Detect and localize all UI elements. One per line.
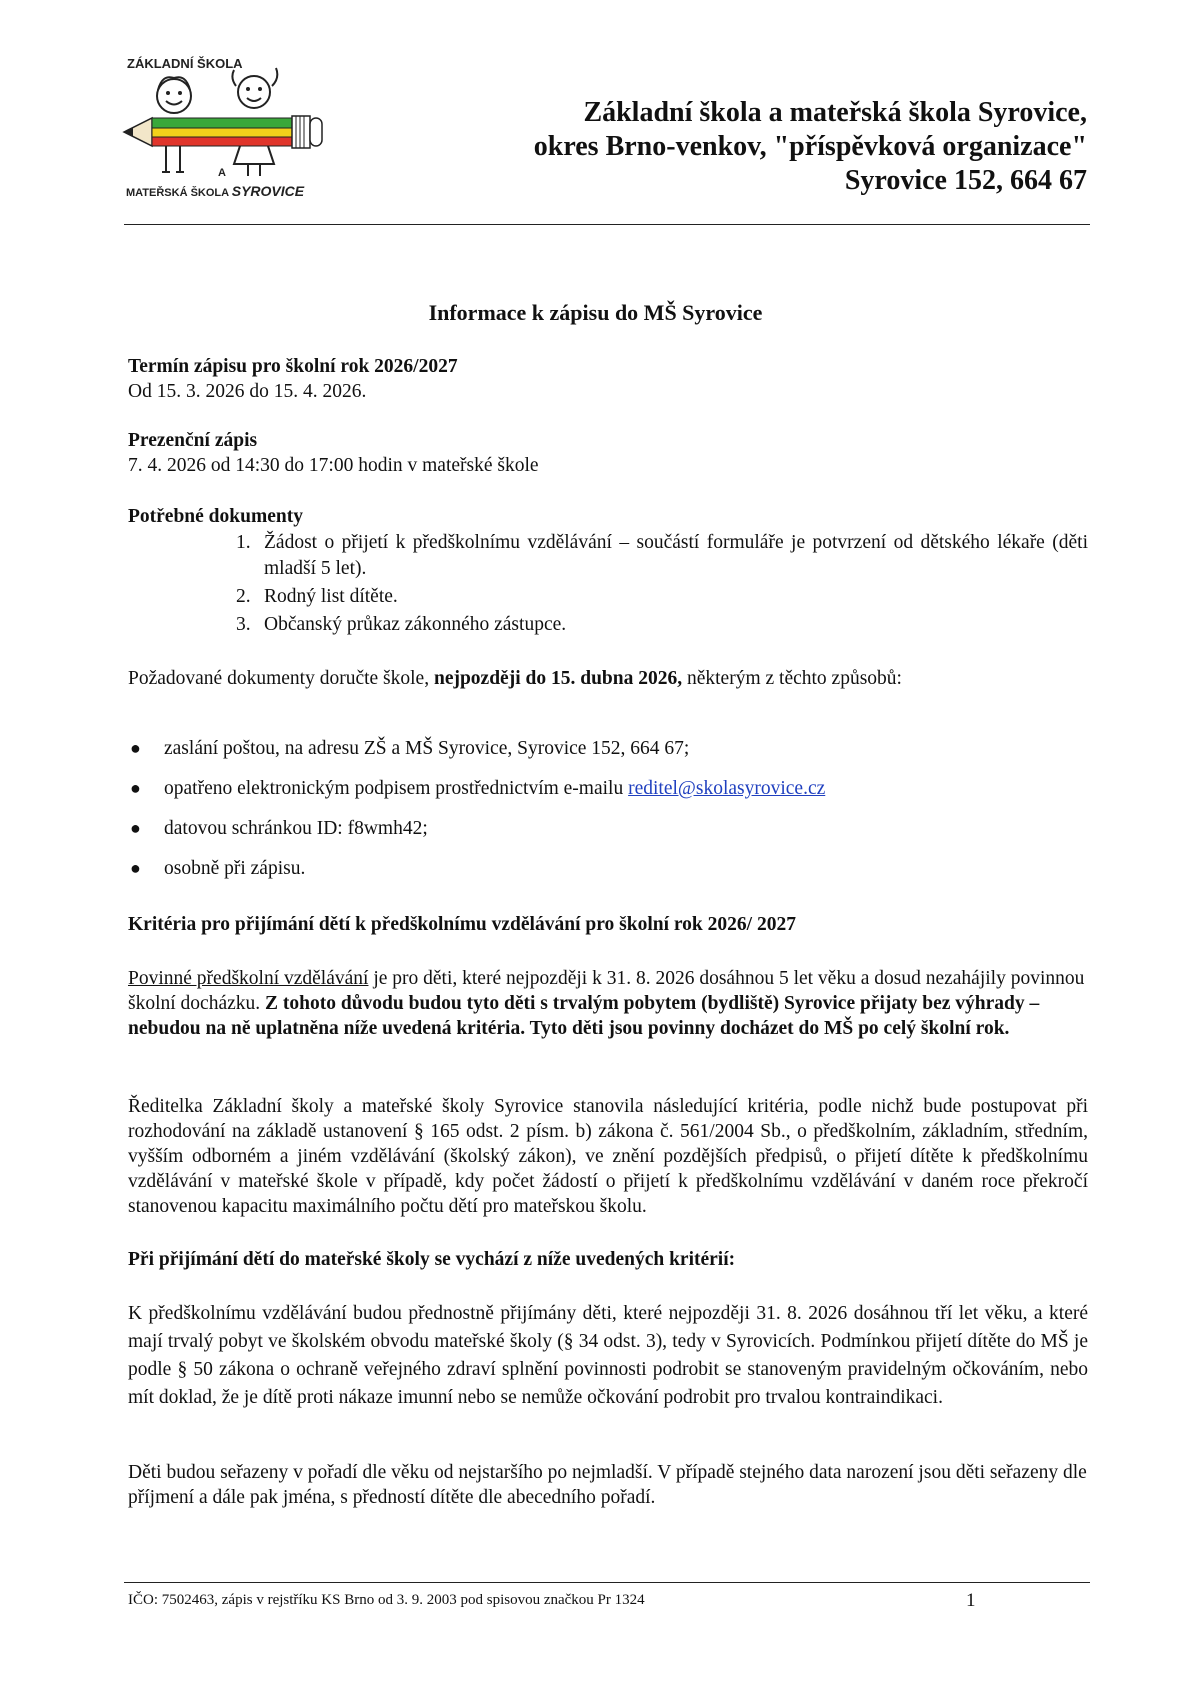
criteria-paragraph-3: K předškolnímu vzdělávání budou přednostně přijímány děti, které nejpozději 31. 8. 2026 dosáhnou tří let věku, a které mají trvalý pobyt ve školském obvodu mateřské školy (§ 34 odst. 3), tedy v Syrovicích. Podmínkou přijetí dítěte do MŠ je podle § 50 zákona o ochraně veřejného zdraví splnění povinnosti podrobit se stanoveným pravidelným očkováním, nebo mít doklad, že je dítě proti nákaze imunní nebo se nemůže očkování podrobit pro trvalou kontraindikaci. [128,1303,1088,1408]
school-logo [122,48,332,208]
list-item: 1. Žádost o přijetí k předškolnímu vzdělávání – součástí formuláře je potvrzení od dětského lékaře (děti mladší 5 let). [236,532,1088,579]
header-line-2: okres Brno-venkov, "příspěvková organizace" [533,131,1087,162]
header-line-3: Syrovice 152, 664 67 [844,165,1087,196]
list-item: ● zaslání poštou, na adresu ZŠ a MŠ Syrovice, Syrovice 152, 664 67; [130,738,690,759]
logo-text-bottom: MATEŘSKÁ ŠKOLA SYROVICE [126,183,305,199]
delivery-text: Požadované dokumenty doručte škole, nejpozději do 15. dubna 2026, některým z těchto způsobů: [128,668,902,689]
delivery-bullet-list [128,736,1088,896]
page-number: 1 [966,1590,976,1611]
list-item: 3. Občanský průkaz zákonného zástupce. [236,614,567,635]
documents-heading: Potřebné dokumenty [128,506,303,527]
pencil-icon [124,116,322,148]
bullet-icon: ● [130,858,141,878]
presence-section [128,428,1088,478]
school-header [534,96,1087,198]
bullet-icon: ● [130,818,141,838]
criteria-paragraph-4: Děti budou seřazeny v pořadí dle věku od nejstaršího po nejmladší. V případě stejného data narození jsou děti seřazeny dle příjmení a dále pak jména, s předností dítěte dle abecedního pořadí. [128,1462,1087,1508]
document-title: Informace k zápisu do MŠ Syrovice [428,300,763,325]
term-text: Od 15. 3. 2026 do 15. 4. 2026. [128,381,367,402]
presence-text: 7. 4. 2026 od 14:30 do 17:00 hodin v mateřské škole [128,455,539,476]
list-item: ● datovou schránkou ID: f8wmh42; [130,818,428,839]
criteria-paragraph-2: Ředitelka Základní školy a mateřské školy Syrovice stanovila následující kritéria, podle nichž bude postupovat při rozhodování na základě ustanovení § 165 odst. 2 písm. b) zákona č. 561/2004 Sb., o předškolním, základním, středním, vyšším odborném a jiném vzdělávání (školský zákon), ve znění pozdějších předpisů, o přijetí dítěte k předškolnímu vzdělávání v mateřské škole v případě, kdy počet žádostí o přijetí k předškolnímu vzdělávání v daném roce překročí stanovenou kapacitu maximálního počtu dětí pro mateřskou školu. [128,1096,1088,1217]
criteria-heading: Kritéria pro přijímání dětí k předškolnímu vzdělávání pro školní rok 2026/ 2027 [128,914,796,935]
list-item: 2. Rodný list dítěte. [236,586,398,607]
girl-head-icon [238,76,270,108]
presence-heading: Prezenční zápis [128,430,258,451]
criteria-paragraph-1: Povinné předškolní vzdělávání je pro děti, které nejpozději k 31. 8. 2026 dosáhnou 5 let věku a dosud nezahájily povinnou školní docházku. Z tohoto důvodu budou tyto děti s trvalým pobytem (bydliště) Syrovice přijaty bez výhrady – nebudou na ně uplatněna níže uvedená kritéria. Tyto děti jsou povinny docházet do MŠ po celý školní rok. [128,968,1085,1039]
footer-divider [124,1582,1090,1583]
list-item: ● osobně při zápisu. [130,858,306,879]
list-item: ● opatřeno elektronickým podpisem prostřednictvím e-mailu reditel@skolasyrovice.cz [130,778,826,799]
bullet-icon: ● [130,778,141,798]
boy-head-icon [157,79,191,113]
logo-text-mid: A [218,167,226,179]
term-heading: Termín zápisu pro školní rok 2026/2027 [128,356,458,377]
term-section [128,354,1088,404]
logo-text-top: ZÁKLADNÍ ŠKOLA [127,56,243,71]
header-divider [124,224,1090,225]
bullet-icon: ● [130,738,141,758]
email-link[interactable]: reditel@skolasyrovice.cz [628,778,826,799]
documents-list [228,530,1088,640]
footer-registration: IČO: 7502463, zápis v rejstříku KS Brno od 3. 9. 2003 pod spisovou značkou Pr 1324 [128,1592,645,1608]
header-line-1: Základní škola a mateřská škola Syrovice, [583,97,1087,128]
criteria-heading-2: Při přijímání dětí do mateřské školy se vychází z níže uvedených kritérií: [128,1249,736,1270]
